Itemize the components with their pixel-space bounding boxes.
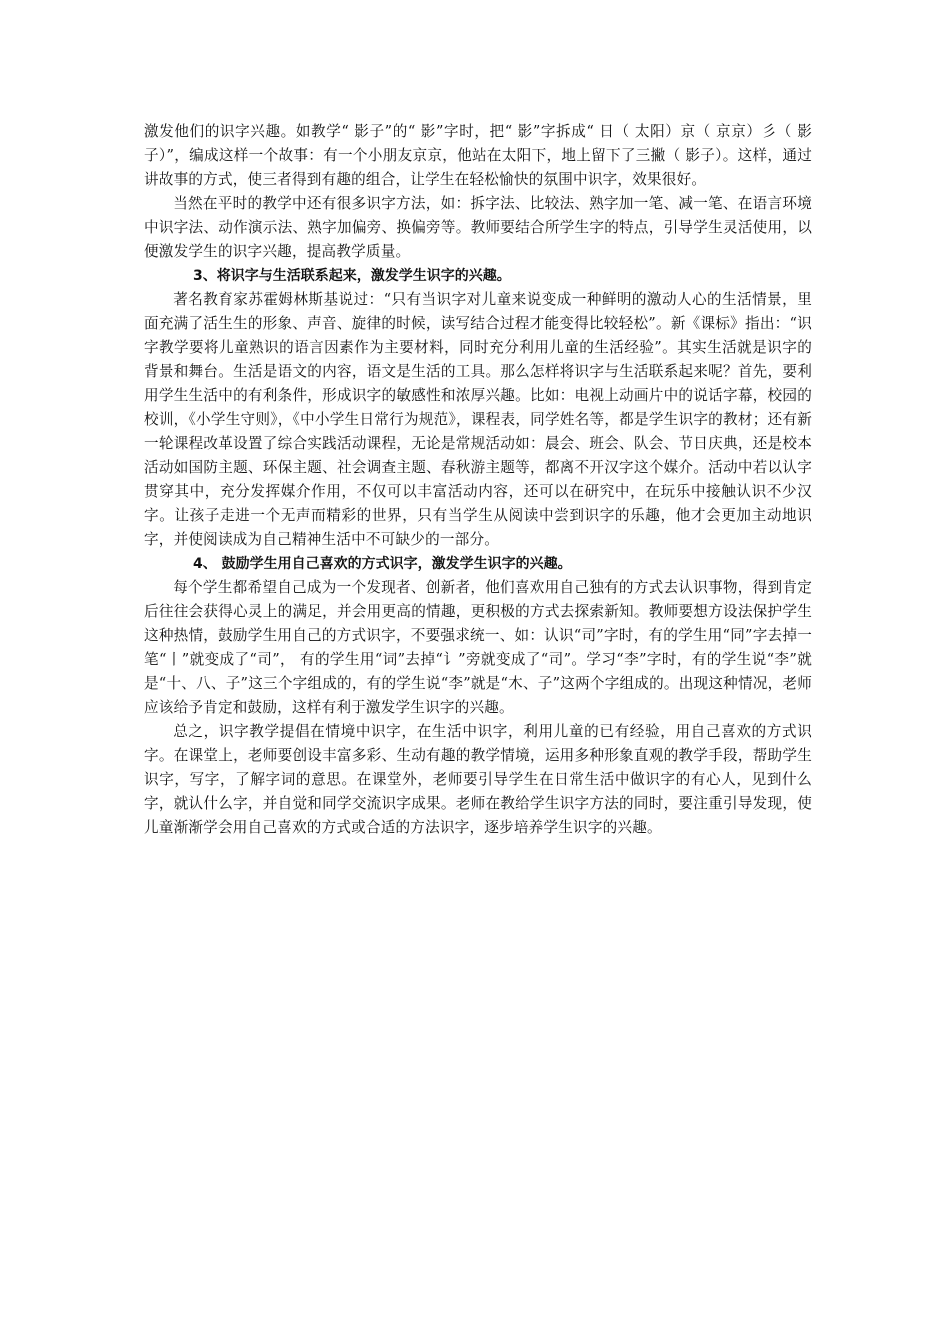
paragraph-life-connection: 著名教育家苏霍姆林斯基说过：“只有当识字对儿童来说变成一种鲜明的激动人心的生活情景，里面充满了活生生的形象、声音、旋律的时候，读写结合过程才能变得比较轻松”。新《课标》指出：“识字教学要将儿童熟识的语言因素作为主要材料，同时充分利用儿童的生活经验”。其实生活就是识字的背景和舞台。生活是语文的内容，语文是生活的工具。那么怎样将识字与生活联系起来呢？首先，要利用学生生活中的有利条件，形成识字的敏感性和浓厚兴趣。比如：电视上动画片中的说话字幕，校园的校训，《小学生守则》，《中小学生日常行为规范》，课程表，同学姓名等，都是学生识字的教材；还有新一轮课程改革设置了综合实践活动课程，无论是常规活动如：晨会、班会、队会、节日庆典，还是校本活动如国防主题、环保主题、社会调查主题、春秋游主题等，都离不开汉字这个媒介。活动中若以认字贯穿其中，充分发挥媒介作用，不仅可以丰富活动内容，还可以在研究中，在玩乐中接触认识不少汉字。让孩子走进一个无声而精彩的世界，只有当学生从阅读中尝到识字的乐趣，他才会更加主动地识字，并使阅读成为自己精神生活中不可缺少的一部分。 [144,291,812,548]
paragraph-story-method: 激发他们的识字兴趣。如教学“ 影子”的“ 影”字时，把“ 影”字拆成“ 日（ 太阳）京（ 京京）彡（ 影子）”，编成这样一个故事：有一个小朋友京京，他站在太阳下，地上留下了三撇（ 影子）。这样，通过讲故事的方式，使三者得到有趣的组合，让学生在轻松愉快的氛围中识字，效果很好。 [144,123,812,188]
paragraph-other-methods: 当然在平时的教学中还有很多识字方法，如：拆字法、比较法、熟字加一笔、减一笔、在语言环境中识字法、动作演示法、熟字加偏旁、换偏旁等。教师要结合所学生字的特点，引导学生灵活使用，以便激发学生的识字兴趣，提高教学质量。 [144,195,812,260]
paragraph-own-way: 每个学生都希望自己成为一个发现者、创新者，他们喜欢用自己独有的方式去认识事物，得到肯定后往往会获得心灵上的满足，并会用更高的情趣，更积极的方式去探索新知。教师要想方设法保护学生这种热情，鼓励学生用自己的方式识字，不要强求统一、如：认识“司”字时，有的学生用“同”字去掉一笔“丨”就变成了“司”， 有的学生用“词”去掉“讠”旁就变成了“司”。学习“李”字时，有的学生说“李”就是“十、八、子”这三个字组成的，有的学生说“李”就是“木、子”这两个字组成的。出现这种情况，老师应该给予肯定和鼓励，这样有利于激发学生识字的兴趣。 [144,579,812,716]
paragraph-conclusion: 总之，识字教学提倡在情境中识字，在生活中识字，利用儿童的已有经验，用自己喜欢的方式识字。在课堂上，老师要创设丰富多彩、生动有趣的教学情境，运用多种形象直观的教学手段，帮助学生识字，写字，了解字词的意思。在课堂外，老师要引导学生在日常生活中做识字的有心人，见到什么字，就认什么字，并自觉和同学交流识字成果。老师在教给学生识字方法的同时，要注重引导发现，使儿童渐渐学会用自己喜欢的方式或合适的方法识字，逐步培养学生识字的兴趣。 [144,723,812,836]
section-heading-4: 4、 鼓励学生用自己喜欢的方式识字，激发学生识字的兴趣。 [193,556,572,572]
section-heading-3: 3、将识字与生活联系起来，激发学生识字的兴趣。 [193,268,511,284]
document-page [144,120,812,840]
